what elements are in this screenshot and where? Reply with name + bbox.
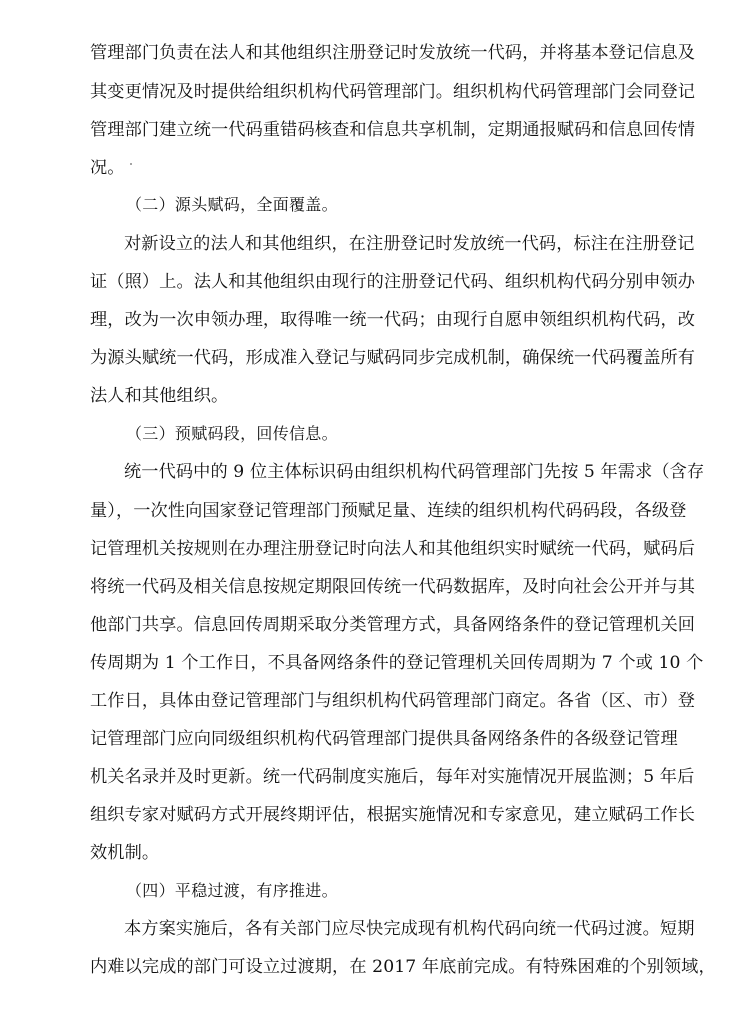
section-heading-2: （二）源头赋码，全面覆盖。 [126,195,338,214]
text-line-10: 法人和其他组织。 [90,386,229,406]
text-line-25: 内难以完成的部门可设立过渡期，在 2017 年底前完成。有特殊困难的个别领域， [90,957,716,977]
text-line-16: 他部门共享。信息回传周期采取分类管理方式，具备网络条件的登记管理机关回 [90,615,696,635]
section-heading-4: （四）平稳过渡，有序推进。 [126,881,338,900]
text-line-19: 记管理部门应向同级组织机构代码管理部门提供具备网络条件的各级登记管理 [90,729,678,749]
text-line-15: 将统一代码及相关信息按规定期限回传统一代码数据库，及时向社会公开并与其 [90,577,696,597]
text-line-6: 对新设立的法人和其他组织，在注册登记时发放统一代码，标注在注册登记 [124,234,695,254]
text-line-1: 管理部门负责在法人和其他组织注册登记时发放统一代码，并将基本登记信息及 [90,43,696,63]
text-line-17: 传周期为 1 个工作日，不具备网络条件的登记管理机关回传周期为 7 个或 10 个 [90,653,704,673]
text-line-2: 其变更情况及时提供给组织机构代码管理部门。组织机构代码管理部门会同登记 [90,82,696,102]
text-line-4: 况。 [90,158,125,178]
text-line-12: 统一代码中的 9 位主体标识码由组织机构代码管理部门先按 5 年需求（含存 [124,462,705,482]
scan-speck [130,163,132,165]
section-heading-3: （三）预赋码段，回传信息。 [126,424,338,443]
text-line-24: 本方案实施后，各有关部门应尽快完成现有机构代码向统一代码过渡。短期 [124,919,695,939]
text-line-7: 证（照）上。法人和其他组织由现行的注册登记代码、组织机构代码分别申领办 [90,272,696,292]
text-line-9: 为源头赋统一代码，形成准入登记与赋码同步完成机制，确保统一代码覆盖所有 [90,348,696,368]
text-line-20: 机关名录并及时更新。统一代码制度实施后，每年对实施情况开展监测；5 年后 [90,767,695,787]
text-line-13: 量），一次性向国家登记管理部门预赋足量、连续的组织机构代码码段，各级登 [90,501,687,521]
text-line-14: 记管理机关按规则在办理注册登记时向法人和其他组织实时赋统一代码，赋码后 [90,539,696,559]
text-line-18: 工作日，具体由登记管理部门与组织机构代码管理部门商定。各省（区、市）登 [90,691,696,711]
text-line-8: 理，改为一次申领办理，取得唯一统一代码；由现行自愿申领组织机构代码，改 [90,310,696,330]
text-line-3: 管理部门建立统一代码重错码核查和信息共享机制，定期通报赋码和信息回传情 [90,120,696,140]
text-line-21: 组织专家对赋码方式开展终期评估，根据实施情况和专家意见，建立赋码工作长 [90,805,696,825]
text-line-22: 效机制。 [90,843,160,863]
